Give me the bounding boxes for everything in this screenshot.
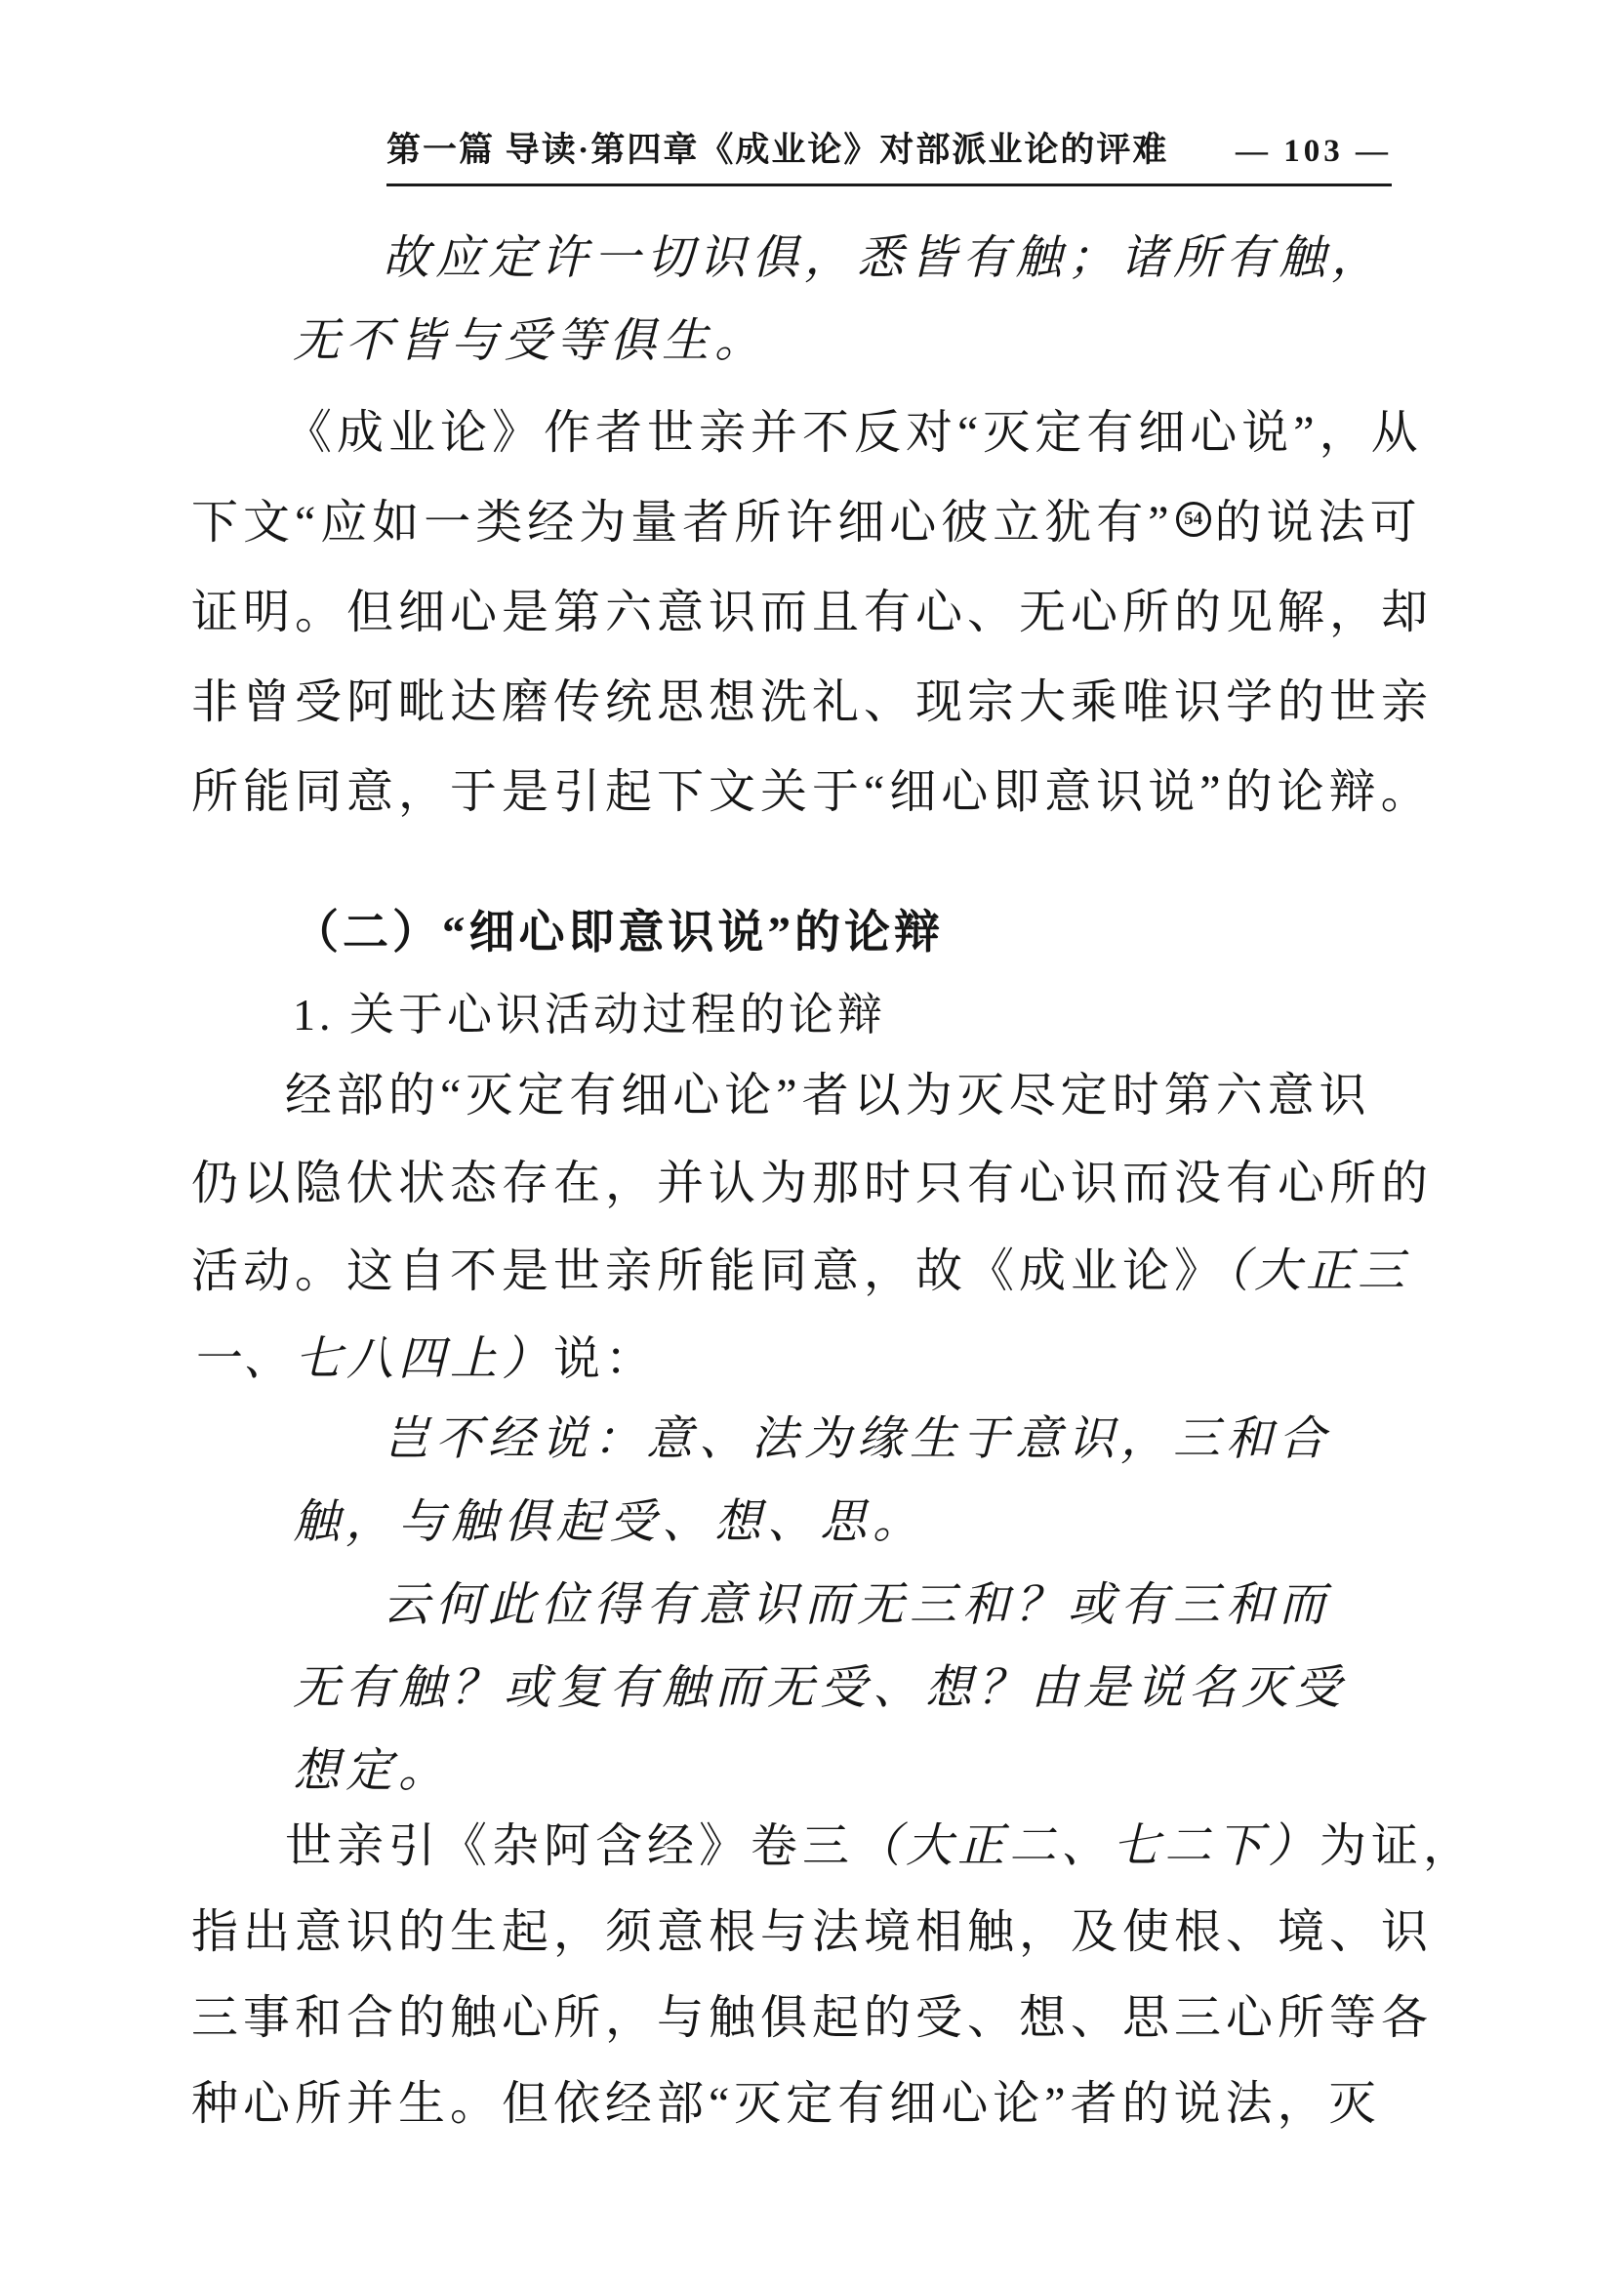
footnote-ref-54: 54 (1176, 502, 1211, 537)
body-line (191, 478, 1422, 568)
quote-line: 想定。 (293, 1745, 452, 1797)
body-line: 非曾受阿毗达磨传统思想洗礼、现宗大乘唯识学的世亲 (191, 676, 1434, 728)
body-line (191, 1316, 1411, 1404)
body-line: 三事和合的触心所，与触俱起的受、想、思三心所等各 (191, 1992, 1434, 2044)
running-head-title: 第一篇 导读·第四章《成业论》对部派业论的评难 (386, 131, 1169, 169)
body-line: 仍以隐伏状态存在，并认为那时只有心识而没有心所的 (191, 1158, 1434, 1209)
paragraph-2 (191, 1052, 1434, 1404)
paragraph-1 (191, 388, 1434, 837)
section-subheading: 1. 关于心识活动过程的论辩 (293, 990, 886, 1040)
body-text-segment: 的说法可 (1214, 497, 1422, 549)
canon-ref-segment: （大正三 (1226, 1245, 1410, 1297)
quote-line: 触，与触俱起受、想、思。 (293, 1496, 926, 1548)
quote-line: 岂不经说：意、法为缘生于意识，三和合 (383, 1413, 1332, 1465)
body-line: 指出意识的生起，须意根与法境相触，及使根、境、识 (191, 1906, 1434, 1958)
page-number: — 103 — (1236, 134, 1392, 169)
body-text-segment: 下文“应如一类经为量者所许细心彼立犹有” (191, 497, 1174, 549)
body-line: 证明。但细心是第六意识而且有心、无心所的见解，却 (191, 587, 1434, 638)
body-line: 《成业论》作者世亲并不反对“灭定有细心说”，从 (285, 407, 1423, 459)
body-text-segment: 世亲引《杂阿含经》卷三 (285, 1820, 855, 1872)
quote-line: 云何此位得有意识而无三和？或有三和而 (383, 1579, 1332, 1631)
quote-line: 无有触？或复有触而无受、想？由是说名灭受 (293, 1662, 1348, 1714)
body-text-segment: 为证， (1320, 1820, 1476, 1872)
body-line: 经部的“灭定有细心论”者以为灭尽定时第六意识 (285, 1070, 1371, 1122)
running-head (386, 123, 1392, 186)
body-line (191, 1228, 1411, 1316)
block-quote-1 (293, 217, 1415, 383)
body-line: 所能同意，于是引起下文关于“细心即意识说”的论辩。 (191, 766, 1433, 818)
quote-line: 故应定许一切识俱，悉皆有触；诸所有触， (383, 232, 1385, 284)
body-line: 种心所并生。但依经部“灭定有细心论”者的说法，灭 (191, 2078, 1381, 2130)
body-text-segment: 活动。这自不是世亲所能同意，故《成业论》 (191, 1245, 1227, 1297)
paragraph-3 (191, 1804, 1476, 2147)
block-quote-2 (293, 1398, 1415, 1813)
section-heading: （二）“细心即意识说”的论辩 (293, 908, 944, 958)
body-text-segment: 说： (553, 1333, 658, 1385)
canon-ref-segment: 一、七八四上） (191, 1333, 554, 1385)
body-line (191, 1804, 1476, 1890)
quote-line: 无不皆与受等俱生。 (293, 315, 768, 367)
canon-ref-segment: （大正二、七二下） (854, 1820, 1320, 1872)
